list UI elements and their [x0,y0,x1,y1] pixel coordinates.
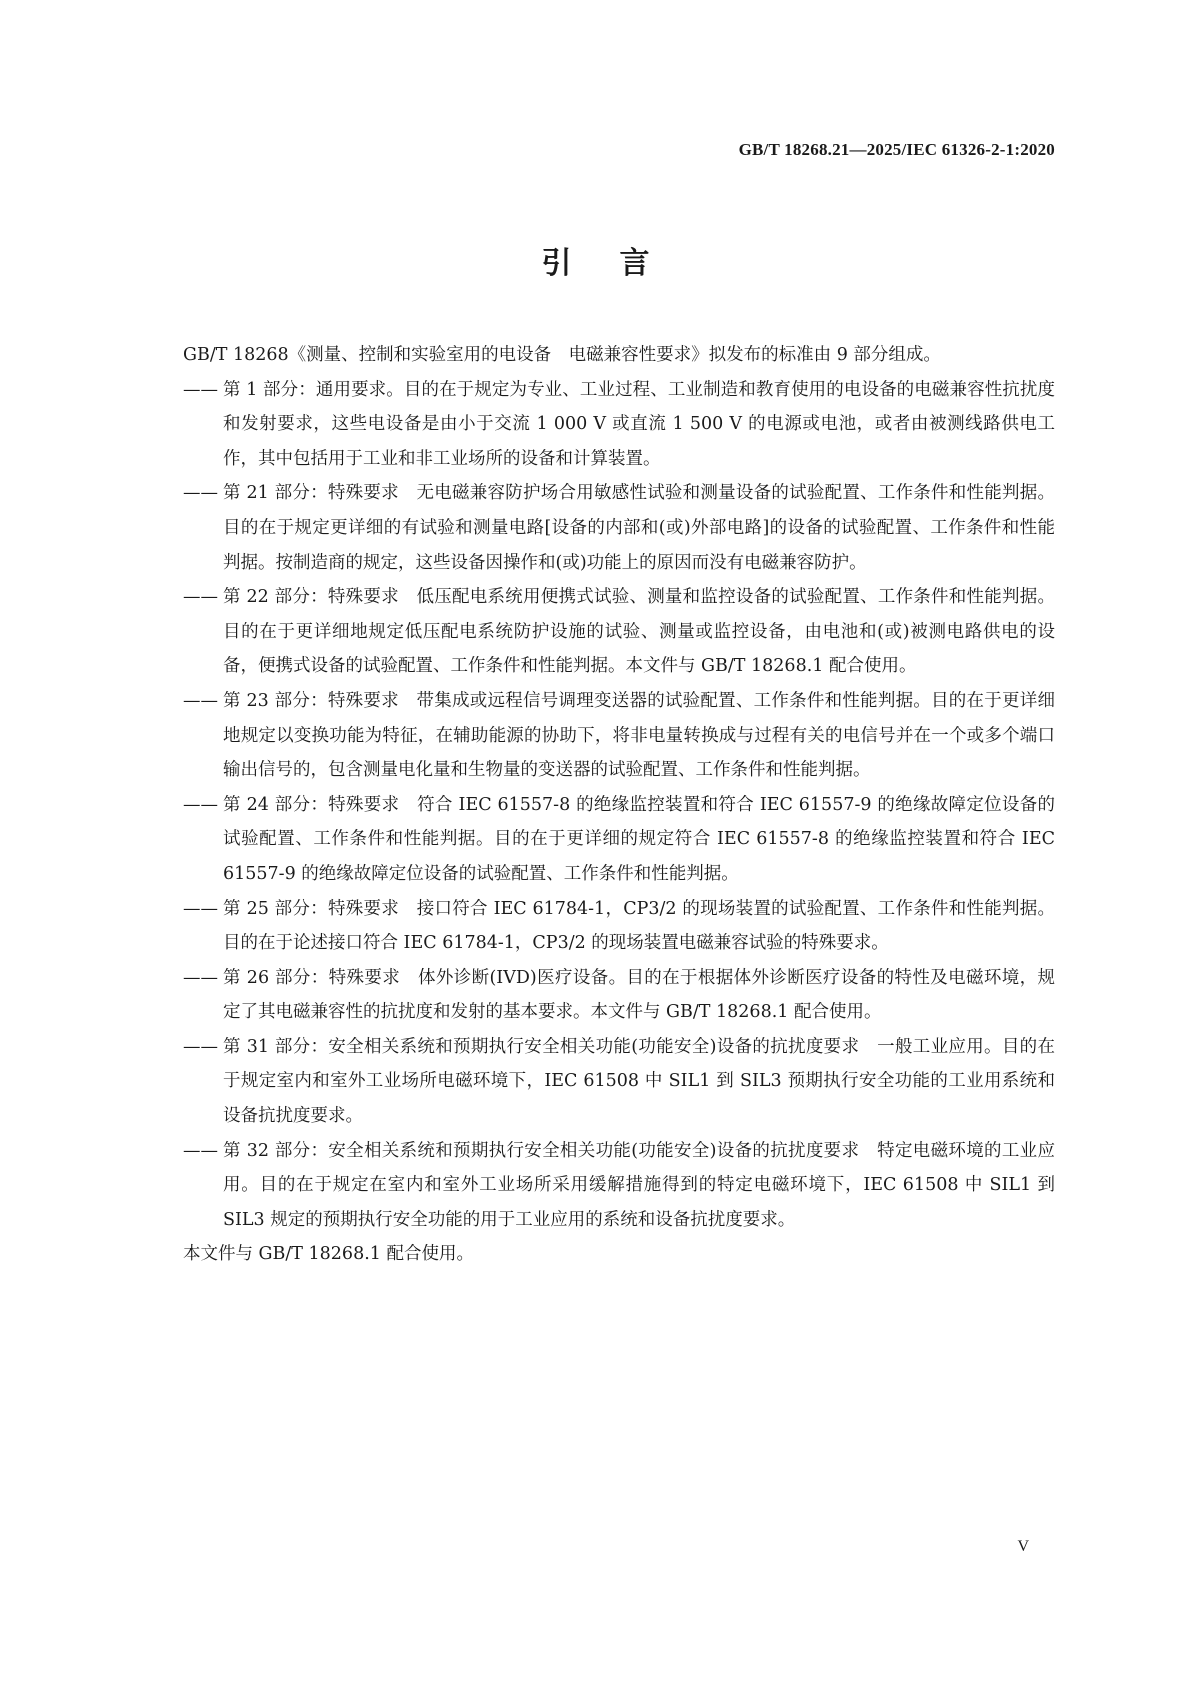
list-item-text: 第 26 部分：特殊要求 体外诊断(IVD)医疗设备。目的在于根据体外诊断医疗设备的特性及电磁环境，规定了其电磁兼容性的抗扰度和发射的基本要求。本文件与 GB/T 18268.1 配合使用。 [223,967,1055,1023]
document-body [183,338,1055,1272]
list-item-part-31 [183,1030,1055,1134]
list-item-text: 第 25 部分：特殊要求 接口符合 IEC 61784-1，CP3/2 的现场装置的试验配置、工作条件和性能判据。目的在于论述接口符合 IEC 61784-1，CP3/2 的现场装置电磁兼容试验的特殊要求。 [223,898,1055,954]
list-item-part-23 [183,684,1055,788]
list-item-text: 第 31 部分：安全相关系统和预期执行安全相关功能(功能安全)设备的抗扰度要求 一般工业应用。目的在于规定室内和室外工业场所电磁环境下，IEC 61508 中 SIL1 到 SIL3 预期执行安全功能的工业用系统和设备抗扰度要求。 [223,1036,1055,1127]
list-item-part-24 [183,788,1055,892]
list-item-text: 第 1 部分：通用要求。目的在于规定为专业、工业过程、工业制造和教育使用的电设备的电磁兼容性抗扰度和发射要求，这些电设备是由小于交流 1 000 V 或直流 1 500 V 的电源或电池，或者由被测线路供电工作，其中包括用于工业和非工业场所的设备和计算装置。 [223,379,1055,469]
standard-number-header: GB/T 18268.21—2025/IEC 61326-2-1:2020 [738,140,1055,159]
dash-marker: —— [183,967,218,988]
list-item-text: 第 21 部分：特殊要求 无电磁兼容防护场合用敏感性试验和测量设备的试验配置、工作条件和性能判据。目的在于规定更详细的有试验和测量电路[设备的内部和(或)外部电路]的设备的试验配置、工作条件和性能判据。按制造商的规定，这些设备因操作和(或)功能上的原因而没有电磁兼容防护。 [223,483,1055,573]
dash-marker: —— [183,898,218,919]
dash-marker: —— [183,794,218,815]
dash-marker: —— [183,690,218,711]
list-item-text: 第 23 部分：特殊要求 带集成或远程信号调理变送器的试验配置、工作条件和性能判据。目的在于更详细地规定以变换功能为特征，在辅助能源的协助下，将非电量转换成与过程有关的电信号并在一个或多个端口输出信号的，包含测量电化量和生物量的变送器的试验配置、工作条件和性能判据。 [223,690,1055,781]
closing-paragraph: 本文件与 GB/T 18268.1 配合使用。 [183,1244,474,1265]
page-number: V [1017,1538,1029,1555]
list-item-part-22 [183,580,1055,684]
page-title: 引言 [541,246,698,281]
dash-marker: —— [183,483,218,504]
intro-paragraph: GB/T 18268《测量、控制和实验室用的电设备 电磁兼容性要求》拟发布的标准由 9 部分组成。 [183,345,941,365]
list-item-text: 第 22 部分：特殊要求 低压配电系统用便携式试验、测量和监控设备的试验配置、工作条件和性能判据。目的在于更详细地规定低压配电系统防护设施的试验、测量或监控设备，由电池和(或)被测电路供电的设备，便携式设备的试验配置、工作条件和性能判据。本文件与 GB/T 18268.1 配合使用。 [223,587,1055,677]
dash-marker: —— [183,1140,218,1161]
dash-marker: —— [183,379,218,400]
list-item-part-21 [183,476,1055,580]
list-item-text: 第 32 部分：安全相关系统和预期执行安全相关功能(功能安全)设备的抗扰度要求 特定电磁环境的工业应用。目的在于规定在室内和室外工业场所采用缓解措施得到的特定电磁环境下，IEC 61508 中 SIL1 到 SIL3 规定的预期执行安全功能的用于工业应用的系统和设备抗扰度要求。 [223,1140,1055,1230]
dash-marker: —— [183,1036,218,1057]
list-item-part-1 [183,373,1055,477]
list-item-part-32 [183,1134,1055,1238]
list-item-part-26 [183,961,1055,1030]
list-item-part-25 [183,892,1055,961]
list-item-text: 第 24 部分：特殊要求 符合 IEC 61557-8 的绝缘监控装置和符合 IEC 61557-9 的绝缘故障定位设备的试验配置、工作条件和性能判据。目的在于更详细的规定符合 IEC 61557-8 的绝缘监控装置和符合 IEC 61557-9 的绝缘故障定位设备的试验配置、工作条件和性能判据。 [223,794,1055,884]
dash-marker: —— [183,587,218,608]
